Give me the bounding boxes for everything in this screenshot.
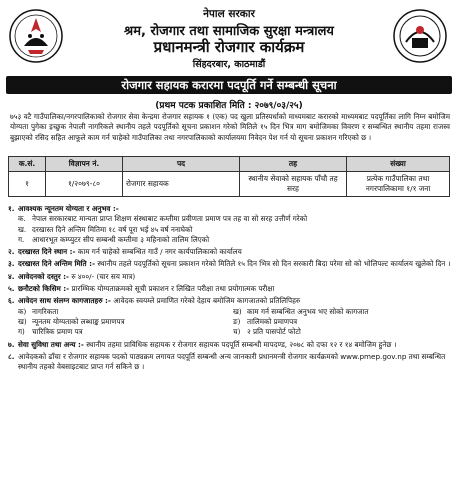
- section-number: ७.: [8, 339, 15, 349]
- notice-title-banner: रोजगार सहायक करारमा पदपूर्ति गर्ने सम्बन्धी सूचना: [6, 76, 452, 94]
- item-text: आधारभूत कम्प्युटर सीप सम्बन्धी कम्तीमा ३ महिनाको तालिम लिएको: [32, 234, 210, 244]
- section-title: दरखास्त दिने स्थान :-: [18, 247, 76, 257]
- item-label: ग): [18, 327, 25, 337]
- table-header-ad-no: विज्ञापन नं.: [46, 157, 123, 172]
- section-deadline: [8, 259, 452, 269]
- table-row: [9, 172, 450, 197]
- section-number: ४.: [8, 271, 15, 281]
- item-text: तालिमको प्रमाणपत्र: [247, 316, 298, 326]
- item-label: क.: [18, 214, 26, 224]
- item-text: दरखास्त दिने अन्तिम मितिमा १८ वर्ष पूरा भई ४५ वर्ष ननाघेको: [32, 224, 193, 234]
- section-text: रु ४००/- (चार सय मात्र): [71, 271, 136, 281]
- program-logo-icon: [392, 8, 448, 64]
- item-label: च): [233, 327, 241, 337]
- list-item: [233, 327, 448, 337]
- section-text: स्थानीय तहले पदपूर्तिको सूचना प्रकाशन गरेको मितिले १५ दिन भित्र सो दिन सरकारी बिदा परेमा सो को भोलिपल्ट कार्यालय खुलेको दिन ।: [97, 259, 451, 269]
- table-cell-ad-no: १/२०७९-८०: [46, 172, 123, 197]
- section-benefits: [8, 340, 452, 350]
- requirements-list: [8, 204, 452, 372]
- list-item: [8, 214, 452, 224]
- section-number: ८.: [8, 351, 15, 361]
- item-text: चारित्रिक प्रमाण पत्र: [32, 327, 83, 337]
- table-cell-sn: १: [9, 172, 46, 197]
- ministry-name: श्रम, रोजगार तथा सामाजिक सुरक्षा मन्त्रालय: [124, 24, 334, 39]
- section-info: [8, 352, 452, 373]
- section-selection: [8, 284, 452, 294]
- item-text: नेपाल सरकारबाट मान्यता प्राप्त शिक्षण संस्थाबाट कम्तीमा प्रवीणता प्रमाण पत्र तह वा सो सरह उत्तीर्ण गरेको: [32, 214, 308, 224]
- section-number: १.: [8, 204, 15, 213]
- list-item: [233, 307, 448, 317]
- item-label: ङ): [233, 316, 241, 326]
- section-title: छनौटको किसिम :-: [18, 284, 70, 294]
- section-number: ५.: [8, 284, 15, 294]
- documents-grid: [8, 307, 452, 338]
- item-text: काम गर्न सम्बन्धित अनुभव भए सोको कागजात: [247, 306, 369, 316]
- section-number: ३.: [8, 259, 15, 269]
- list-item: [233, 317, 448, 327]
- section-text: स्थानीय तहमा प्राविधिक सहायक र रोजगार सहायक पदपूर्ति सम्बन्धी मापदण्ड, २०७८ को दफा १२ र १४ बमोजिम हुनेछ ।: [86, 339, 397, 349]
- section-text: आवेदकको ढाँचा र रोजगार सहायक पदको पाठ्यक्रम लगायत पदपूर्ति सम्बन्धी अन्य जानकारी प्रधानमन्त्री रोजगार कार्यक्रमको www.pmep.gov.np तथा सम्बन्धित स्थानीय तहको वेबसाइटबाट प्राप्त गर्न सकिने छ ।: [18, 351, 446, 372]
- section-title: आवेदनको दस्तुर :-: [18, 271, 70, 281]
- item-label: ग.: [18, 234, 25, 244]
- section-number: ६.: [8, 296, 15, 306]
- table-cell-post: रोजगार सहायक: [123, 172, 240, 197]
- table-header-sn: क.सं.: [9, 157, 46, 172]
- section-qualification: [8, 204, 452, 214]
- item-label: क): [18, 306, 27, 316]
- government-name: नेपाल सरकार: [203, 8, 255, 20]
- item-text: २ प्रति पासपोर्ट फोटो: [247, 327, 301, 337]
- notice-header: [0, 0, 458, 74]
- section-title: दरखास्त दिने अन्तिम मिति :-: [18, 259, 96, 269]
- section-title: आवेदन साथ संलग्न कागजातहरु :-: [18, 296, 111, 306]
- vacancy-table: [8, 156, 450, 197]
- item-label: ख.: [18, 224, 27, 234]
- table-cell-count: प्रत्येक गाउँपालिका तथा नगरपालिकामा १/१ जना: [347, 172, 450, 197]
- section-fee: [8, 272, 452, 282]
- item-text: न्यूनतम योग्यताको लब्धाङ्क प्रमाणपत्र: [32, 316, 125, 326]
- list-item: [18, 307, 233, 317]
- program-name: प्रधानमन्त्री रोजगार कार्यक्रम: [153, 38, 305, 56]
- list-item: [18, 327, 233, 337]
- section-text: आवेदक स्वयम्ले प्रमाणित गरेको देहाय बमोजिम कागजातको प्रतिलिपिहरु: [113, 296, 301, 306]
- publication-date: (प्रथम पटक प्रकाशित मिति : २०७९/०३/२५): [155, 101, 303, 111]
- section-text: प्रारम्भिक योग्यताक्रमको सूची प्रकाशन र लिखित परीक्षा तथा प्रयोगात्मक परीक्षा: [71, 284, 275, 294]
- intro-paragraph: ७५३ वटै गाउँपालिका/नगरपालिकाको रोजगार सेवा केन्द्रमा रोजगार सहायक १ (एक) पद खुला प्रतिस्पर्धाको माध्यमबाट करारको माध्यमबाट पदपूर्तिका लागि निम्न बमोजिम योग्यता पुगेका इच्छुक नेपाली नागरिकले स्थानीय तहले पदपूर्तिको सूचना प्रकाशन गरेको मितिले १५ दिन भित्र माग बमोजिमका विवरण र सम्बन्धित स्थानीय तहमा राजस्व बुझाएको रसिद सहित आफूले काम गर्न चाहेको गाउँपालिका तथा नगरपालिकाको कार्यालयमा निवेदन पेश गर्न यो सूचना प्रकाशन गरिएको छ ।: [10, 112, 450, 142]
- section-documents: [8, 296, 452, 306]
- list-item: [18, 317, 233, 327]
- item-label: ख): [18, 316, 27, 326]
- office-address: सिंहदरबार, काठमाडौं: [192, 59, 266, 70]
- section-number: २.: [8, 247, 15, 257]
- table-header-count: संख्या: [347, 157, 450, 172]
- section-text: काम गर्न चाहेको सम्बन्धित गाउँ / नगर कार्यपालिकाको कार्यालय: [77, 247, 242, 257]
- section-title: सेवा सुविधा तथा अन्य :-: [18, 339, 84, 349]
- table-header-post: पद: [123, 157, 240, 172]
- list-item: [8, 235, 452, 245]
- section-application-place: [8, 247, 452, 257]
- list-item: [8, 225, 452, 235]
- item-text: नागरिकता: [32, 306, 59, 316]
- item-label: ख): [233, 306, 242, 316]
- table-cell-level: स्थानीय सेवाको सहायक पाँचौ तह सरह: [240, 172, 347, 197]
- table-header-row: [9, 157, 450, 172]
- section-title: आवश्यक न्यूनतम योग्यता र अनुभव :-: [18, 204, 119, 213]
- table-header-level: तह: [240, 157, 347, 172]
